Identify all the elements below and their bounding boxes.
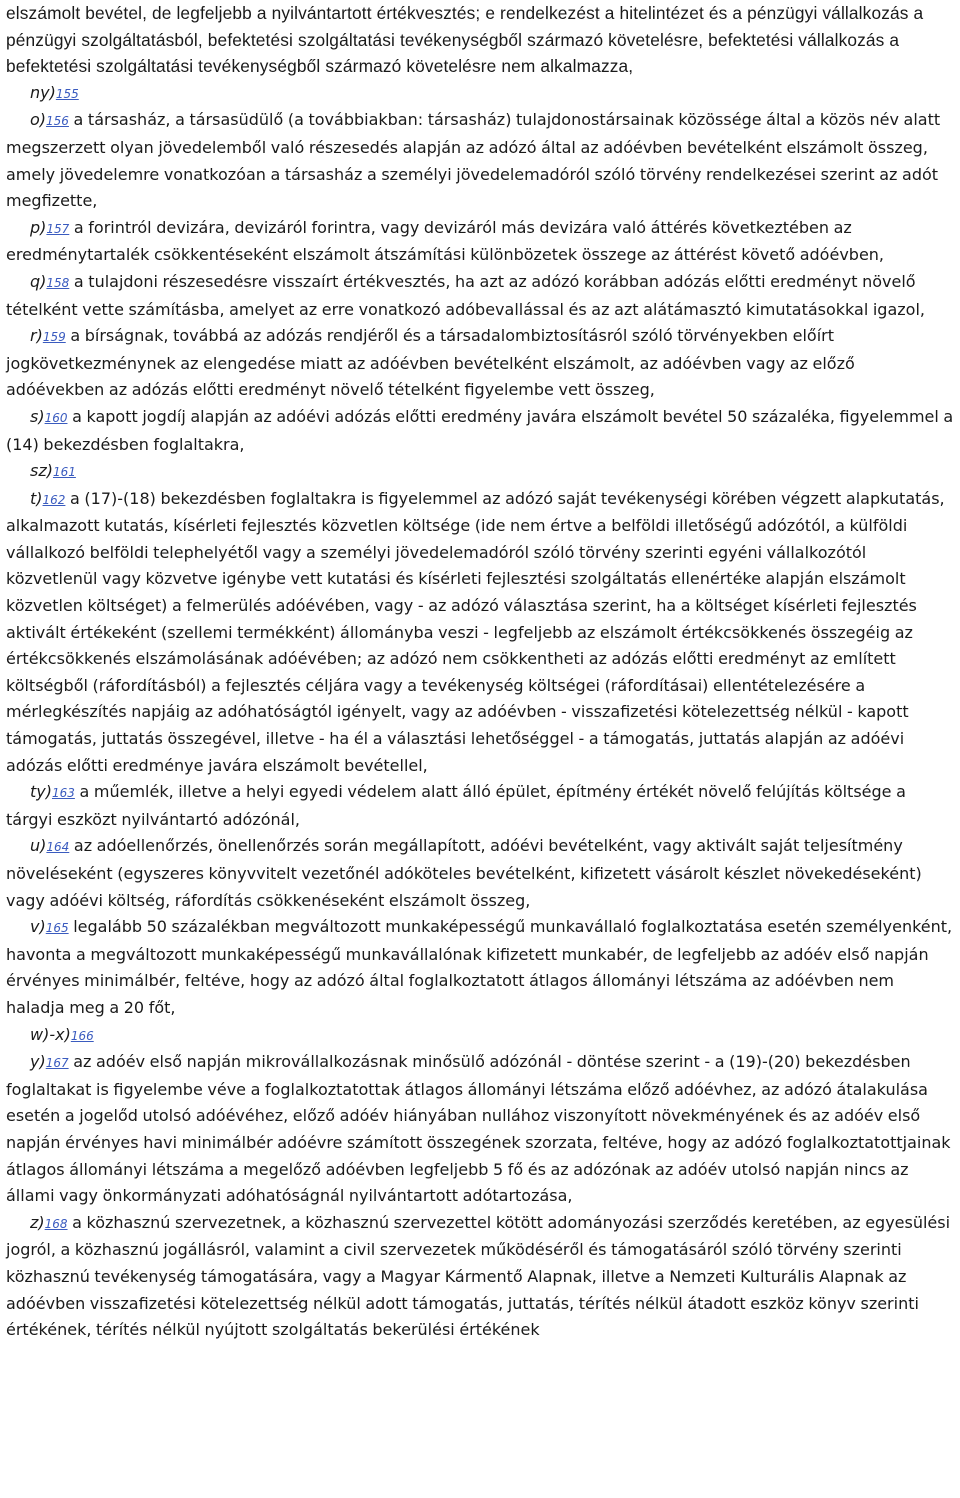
- provision-indent: [6, 218, 30, 237]
- provision-label: ty): [30, 782, 52, 802]
- provision-text: az adóellenőrzés, önellenőrzés során megállapított, adóévi bevételként, vagy aktivált saját teljesítmény növeléseként (egyszeres könyvvitelt vezetőnél adóköteles bevételként, kifizetett vásárolt készlet növekedéseként) vagy adóévi költség, ráfordítás csökkenéseként elszámolt összeg,: [6, 836, 922, 910]
- provision-text: az adóév első napján mikrovállalkozásnak minősülő adózónál - döntése szerint - a (19)-(20) bekezdésben foglaltakat is figyelembe véve a foglalkoztatottak átlagos állományi létszáma előző adóévhez, az adózó átalakulása esetén a jogelőd utolsó adóévéhez, előző adóév hiányában nullához viszonyított növekményének és az adóév első napján érvényes havi minimálbér adóévre számított összegének szorzata, feltéve, hogy az adózó foglalkoztatottjainak átlagos állományi létszáma a megelőző adóévben legfeljebb 5 fő és az adózónak az adóév utolsó napján nincs az állami vagy önkormányzati adóhatóságnál nyilvántartott adótartozása,: [6, 1052, 951, 1206]
- provision-text: a tulajdoni részesedésre visszaírt értékvesztés, ha azt az adózó korábban adózás előtti eredményt növelő tételként vette számításba, amelyet az erre vonatkozó adóbevallással és az azt alátámasztó kimutatásokkal igazol,: [6, 271, 925, 319]
- provision-label: s): [30, 406, 45, 426]
- provision-item: [6, 833, 954, 914]
- provision-item: [6, 914, 954, 1021]
- intro-paragraph: elszámolt bevétel, de legfeljebb a nyilvántartott értékvesztés; e rendelkezést a hitelintézet és a pénzügyi vállalkozás a pénzügyi szolgáltatásból, befektetési szolgáltatási tevékenységből származó követelésre, befektetési vállalkozás a befektetési szolgáltatási tevékenységből származó követelésre nem alkalmazza,: [6, 3, 924, 77]
- footnote-link[interactable]: 164: [46, 840, 70, 855]
- provision-indent: [6, 272, 30, 291]
- provision-indent: [6, 489, 30, 508]
- provision-item: [6, 1210, 954, 1344]
- provision-label: r): [30, 326, 43, 346]
- provision-text: a bírságnak, továbbá az adózás rendjéről és a társadalombiztosításról szóló törvényekben előírt jogkövetkezménynek az elengedése miatt az adóévben bevételként elszámolt, az adóévben vagy az előző adóévekben az adózás előtti eredményt növelő tételként figyelembe vett összeg,: [6, 326, 855, 400]
- provision-indent: [6, 1025, 30, 1044]
- footnote-link[interactable]: 160: [44, 410, 68, 425]
- footnote-link[interactable]: 166: [70, 1028, 94, 1043]
- provision-text: a (17)-(18) bekezdésben foglaltakra is figyelemmel az adózó saját tevékenységi körében végzett alapkutatás, alkalmazott kutatás, kísérleti fejlesztés közvetlen költsége (ide nem értve a belföldi illetőségű adózótól, a külföldi vállalkozó belföldi telephelyétől vagy a személyi jövedelemadóról szóló törvény szerinti egyéni vállalkozótól közvetlenül vagy közvetve igénybe vett kutatási és kísérleti fejlesztési szolgáltatás ellenértéke alapján elszámolt közvetlen költséget) a felmerülés adóévében, vagy - az adózó választása szerint, ha a költséget kísérleti fejlesztés aktivált értékeként (szellemi termékként) állományba veszi - legfeljebb az elszámolt értékcsökkenés összegéig az értékcsökkenés elszámolásának adóévében; az adózó nem csökkentheti az adózás előtti eredményt az említett költségből (ráfordításból) a fejlesztés céljára vagy a tevékenység költségei (ráfordításai) ellentételezésére a mérlegkészítés napjáig az adóhatóságtól igényelt, vagy az adóévben - visszafizetési kötelezettség nélkül - kapott támogatás, juttatás összegével, illetve - ha él a választási lehetőséggel - a támogatás, juttatás alapján az adóévi adózás előtti eredménye javára elszámolt bevétellel,: [6, 488, 945, 775]
- provision-indent: [6, 326, 30, 345]
- footnote-link[interactable]: 165: [45, 921, 69, 936]
- footnote-link[interactable]: 161: [52, 465, 76, 480]
- provision-item: [6, 458, 954, 486]
- provision-label: p): [30, 217, 47, 237]
- provision-indent: [6, 836, 30, 855]
- provision-label: t): [30, 488, 43, 508]
- provision-indent: [6, 917, 30, 936]
- provision-label: w)-x): [30, 1024, 71, 1044]
- provision-indent: [6, 407, 30, 426]
- provision-indent: [6, 1213, 30, 1232]
- provision-item: [6, 779, 954, 833]
- provision-indent: [6, 1052, 30, 1071]
- provision-item: [6, 269, 954, 323]
- provision-text: a közhasznú szervezetnek, a közhasznú szervezettel kötött adományozási szerződés keretében, az egyesülési jogról, a közhasznú jogállásról, valamint a civil szervezetek működéséről és támogatásáról szóló törvény szerinti közhasznú tevékenység támogatására, vagy a Magyar Kármentő Alapnak, illetve a Nemzeti Kulturális Alapnak az adóévben visszafizetési kötelezettség nélkül adott támogatás, juttatás, térítés nélkül átadott eszköz könyv szerinti értékének, térítés nélkül nyújtott szolgáltatás bekerülési értékének: [6, 1212, 951, 1340]
- provision-text: a forintról devizára, devizáról forintra, vagy devizáról más devizára való áttérés következtében az eredménytartalék csökkentéseként elszámolt átszámítási különbözetek összege az áttérést követő adóévben,: [6, 217, 885, 265]
- footnote-link[interactable]: 163: [51, 786, 75, 801]
- provision-text: a műemlék, illetve a helyi egyedi védelem alatt álló épület, építmény értékét növelő felújítás költsége a tárgyi eszközt nyilvántartó adózónál,: [6, 782, 906, 829]
- provision-item: [6, 80, 954, 108]
- provision-label: z): [30, 1212, 45, 1232]
- provision-label: ny): [30, 82, 56, 102]
- provision-text: a társasház, a társasüdülő (a továbbiakban: társasház) tulajdonostársainak közössége által a közös név alatt megszerzett olyan jövedelemből való részesedés alapján az adózó által az adóévben bevételként elszámolt összeg, amely jövedelemre vonatkozóan a társasház a személyi jövedelemadóról szóló törvény rendelkezései szerint az adót megfizette,: [6, 110, 941, 211]
- provision-label: o): [30, 110, 47, 130]
- legal-text-document: [6, 0, 954, 1344]
- footnote-link[interactable]: 158: [46, 275, 70, 290]
- provision-item: [6, 107, 954, 214]
- footnote-link[interactable]: 162: [42, 492, 66, 507]
- provision-item: [6, 486, 954, 780]
- footnote-link[interactable]: 159: [42, 330, 66, 345]
- provision-label: sz): [30, 461, 53, 481]
- provision-item: [6, 1022, 954, 1050]
- footnote-link[interactable]: 157: [46, 221, 70, 236]
- footnote-link[interactable]: 155: [55, 86, 79, 101]
- provision-item: [6, 215, 954, 269]
- provision-label: y): [30, 1052, 46, 1072]
- provision-text: legalább 50 százalékban megváltozott munkaképességű munkavállaló foglalkoztatása esetén személyenként, havonta a megváltozott munkaképességű munkavállalónak kifizetett munkabér, de legfeljebb az adóév első napján érvényes minimálbér, feltéve, hogy az adózó által foglalkoztatott átlagos állományi létszáma az adóévben nem haladja meg a 20 főt,: [6, 917, 953, 1017]
- provision-label: u): [30, 836, 47, 856]
- provision-indent: [6, 110, 30, 129]
- provision-text: a kapott jogdíj alapján az adóévi adózás előtti eredmény javára elszámolt bevétel 50 százaléka, figyelemmel a (14) bekezdésben foglaltakra,: [6, 406, 954, 454]
- provision-label: v): [30, 917, 46, 937]
- provision-label: q): [30, 271, 47, 291]
- footnote-link[interactable]: 167: [45, 1056, 69, 1071]
- provision-indent: [6, 782, 30, 801]
- provision-indent: [6, 83, 30, 102]
- provision-list: [6, 80, 954, 1344]
- provision-item: [6, 1049, 954, 1210]
- provision-item: [6, 404, 954, 458]
- footnote-link[interactable]: 156: [46, 114, 69, 129]
- provision-indent: [6, 461, 30, 480]
- footnote-link[interactable]: 168: [44, 1216, 68, 1231]
- provision-item: [6, 323, 954, 404]
